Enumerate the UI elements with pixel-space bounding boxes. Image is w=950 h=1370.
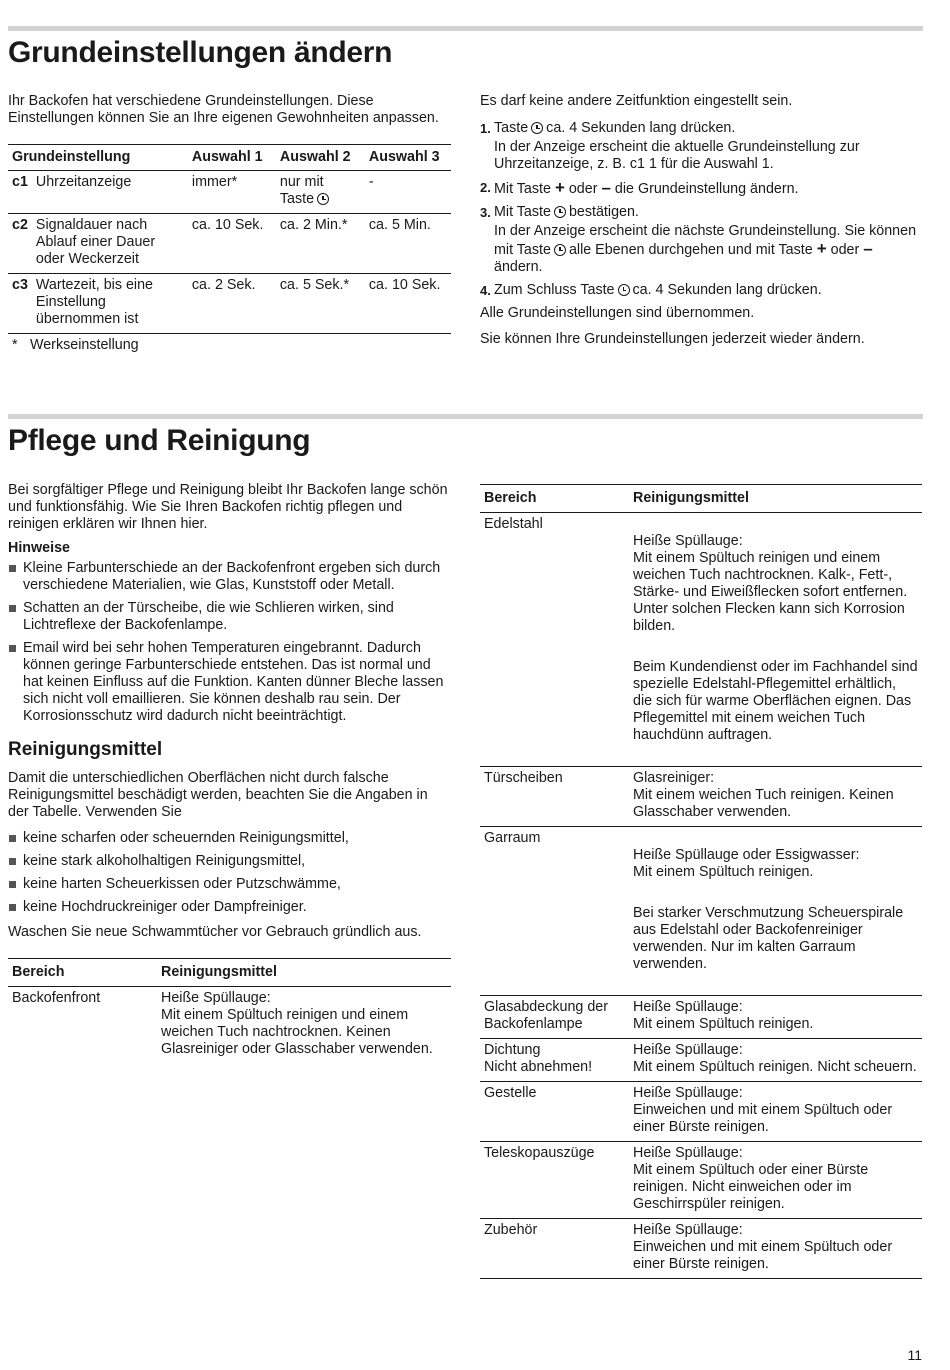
table-header-row [8,145,451,171]
agent-cell [629,1039,922,1082]
table-header-row [480,485,922,513]
agent-text: Beim Kundendienst oder im Fachhandel sind spezielle Edelstahl-Pflegemittel erhältlich, die sich für warme Oberflächen eignen. Das Pflegemittel mit einem weichen Tuch hauchdünn auftragen. [633,659,918,743]
step-text: Mit Taste [494,204,551,220]
table-row [8,214,451,274]
clock-icon [618,284,630,296]
area-cell: Teleskopauszüge [480,1142,629,1219]
agent-text: Heiße Spüllauge: Mit einem Spültuch reinigen. [633,999,814,1032]
sponge-note: Waschen Sie neue Schwammtücher vor Gebrauch gründlich aus. [8,924,422,940]
agent-cell [629,996,922,1039]
agent-text: Heiße Spüllauge: Einweichen und mit einem Spültuch oder einer Bürste reinigen. [633,1085,893,1135]
section-title-grundeinstellungen: Grundeinstellungen ändern [8,36,393,69]
list-item: Email wird bei sehr hohen Temperaturen eingebrannt. Dadurch können geringe Farbunterschiede entstehen. Das ist normal und hat keinen Einfluss auf die Funktion. Kanten dünner Bleche lassen sich nicht voll emaillieren. Sie können deshalb rau sein. Der Korrosionsschutz wird dadurch nicht beeinträchtigt. [8,640,451,725]
right-column-steps [480,93,923,357]
area-cell: Zubehör [480,1219,629,1279]
hints-heading: Hinweise [8,540,70,556]
step-item [480,120,923,173]
clock-icon [317,193,329,205]
option-3: - [368,174,374,190]
intro-text: Bei sorgfältiger Pflege und Reinigung bleibt Ihr Backofen lange schön und funktionsfähig. Wie Sie Ihren Backofen richtig pflegen und reinigen erklären wir Ihnen hier. [8,482,448,532]
table-row [480,1219,922,1279]
cleaning-intro: Damit die unterschiedlichen Oberflächen nicht durch falsche Reinigungsmittel beschädigt werden, beachten Sie die Angaben in der Tabelle. Verwenden Sie [8,770,428,820]
table-row [480,767,922,827]
intro-text: Ihr Backofen hat verschiedene Grundeinstellungen. Diese Einstellungen können Sie an Ihre eigenen Gewohnheiten anpassen. [8,93,439,126]
step-item [480,204,923,276]
list-item: Kleine Farbunterschiede an der Backofenfront ergeben sich durch verschiedene Materialien, wie Glas, Kunststoff oder Metall. [8,560,451,594]
area-cell: Glasabdeckung der Backofenlampe [480,996,629,1039]
step-text: oder [568,181,598,197]
setting-name: Signaldauer nach Ablauf einer Dauer oder Weckerzeit [32,214,188,274]
prerequisite-text: Es darf keine andere Zeitfunktion eingestellt sein. [480,93,793,109]
option-1: ca. 10 Sek. [188,214,276,274]
agent-text: Heiße Spüllauge: Einweichen und mit einem Spültuch oder einer Bürste reinigen. [633,1222,893,1272]
clock-icon [554,206,566,218]
area-cell: Edelstahl [484,516,543,532]
option-2 [276,171,365,214]
table-row [480,1082,922,1142]
step-result-text: In der Anzeige erscheint die nächste Grundeinstellung. Sie können mit Taste [494,223,917,258]
column-header: Bereich [480,485,629,513]
option-2-text: nur mit Taste [279,174,324,207]
area-cell: Dichtung Nicht abnehmen! [480,1039,629,1082]
table-row [480,1142,922,1219]
donts-list [8,830,451,916]
left-column-care [8,482,451,1063]
column-header: Reinigungsmittel [157,959,451,987]
step-text: die Grundeinstellung ändern. [614,181,799,197]
agent-text: Heiße Spüllauge: Mit einem Spültuch reinigen und einem weichen Tuch nachtrocknen. Kalk-, Fett-, Stärke- und Eiweißflecken sofort entfernen. Unter solchen Flecken kann sich Korrosion bilden. [633,533,908,634]
subheading-reinigungsmittel: Reinigungsmittel [8,739,163,760]
option-3: ca. 5 Min. [365,214,451,274]
clock-icon [554,244,566,256]
step-result: In der Anzeige erscheint die aktuelle Grundeinstellung zur Uhrzeitanzeige, z. B. c1 1 für die Auswahl 1. [494,139,860,172]
list-item: keine Hochdruckreiniger oder Dampfreiniger. [8,899,451,916]
option-2: ca. 2 Min.* [276,214,365,274]
agent-text: Glasreiniger: Mit einem weichen Tuch reinigen. Keinen Glasschaber verwenden. [633,770,894,820]
column-header: Bereich [8,959,157,987]
section-divider [8,26,923,31]
cleaning-table-right [480,484,922,1279]
setting-name: Wartezeit, bis eine Einstellung übernommen ist [32,274,188,334]
agent-text: Heiße Spüllauge: Mit einem Spültuch reinigen. Nicht scheuern. [633,1042,917,1075]
step-text: Mit Taste [494,181,551,197]
result-text: Alle Grundeinstellungen sind übernommen. [480,305,755,321]
step-text: bestätigen. [568,204,639,220]
column-header: Auswahl 1 [188,145,276,171]
table-header-row [8,959,451,987]
table-row [480,996,922,1039]
footnote-mark: * [12,337,18,353]
step-number: 1. [480,121,491,136]
agent-cell [629,1219,922,1279]
minus-icon: – [601,178,611,197]
list-item: keine scharfen oder scheuernden Reinigungsmittel, [8,830,451,847]
hints-list [8,560,451,725]
section-divider [8,414,923,419]
step-result-text: ändern. [494,259,543,275]
right-column-cleaning-table [480,484,922,1279]
agent-cell [629,1082,922,1142]
column-header: Auswahl 2 [276,145,365,171]
table-row [480,827,922,996]
list-item: keine stark alkoholhaltigen Reinigungsmittel, [8,853,451,870]
agent-cell [629,767,922,827]
section-title-pflege: Pflege und Reinigung [8,424,311,457]
step-text: ca. 4 Sekunden lang drücken. [632,282,822,298]
step-item [480,282,923,299]
column-header: Reinigungsmittel [629,485,922,513]
setting-name: Uhrzeitanzeige [35,174,132,190]
option-2: ca. 5 Sek.* [276,274,365,334]
minus-icon: – [863,239,873,258]
setting-code: c2 [8,214,32,274]
step-item [480,179,923,198]
left-column-settings [8,93,451,354]
area-cell: Gestelle [480,1082,629,1142]
plus-icon: + [816,239,827,258]
option-1: ca. 2 Sek. [188,274,276,334]
column-header: Grundeinstellung [8,145,188,171]
page-number: 11 [907,1347,922,1363]
setting-code: c3 [8,274,32,334]
agent-text: Heiße Spüllauge: Mit einem Spültuch reinigen und einem weichen Tuch nachtrocknen. Keinen Glasreiniger oder Glasschaber verwenden. [161,990,433,1057]
agent-cell [157,987,451,1064]
settings-table [8,144,451,334]
step-number: 2. [480,180,491,195]
step-number: 3. [480,205,491,220]
table-row [8,274,451,334]
table-row [480,513,922,767]
agent-cell [629,1142,922,1219]
step-text: Taste [494,120,529,136]
step-result [494,223,923,276]
list-item: keine harten Scheuerkissen oder Putzschwämme, [8,876,451,893]
step-text: Zum Schluss Taste [494,282,615,298]
cleaning-table-left [8,958,451,1063]
table-row [8,987,451,1064]
plus-icon: + [554,178,565,197]
agent-cell [629,827,922,996]
note-text: Sie können Ihre Grundeinstellungen jederzeit wieder ändern. [480,331,865,347]
setting-code: c1 [12,174,28,190]
table-row [480,1039,922,1082]
agent-text: Heiße Spüllauge: Mit einem Spültuch oder einer Bürste reinigen. Nicht einweichen oder im Geschirrspüler reinigen. [633,1145,869,1212]
column-header: Auswahl 3 [365,145,451,171]
option-3: ca. 10 Sek. [365,274,451,334]
option-1: immer* [191,174,238,190]
steps-list [480,120,923,299]
area-cell: Türscheiben [480,767,629,827]
step-text: ca. 4 Sekunden lang drücken. [546,120,736,136]
clock-icon [531,122,543,134]
agent-text: Heiße Spüllauge oder Essigwasser: Mit einem Spültuch reinigen. [633,847,860,880]
area-cell: Backofenfront [12,990,101,1006]
area-cell: Garraum [480,827,629,996]
step-result-text: alle Ebenen durchgehen und mit Taste [568,242,813,258]
list-item: Schatten an der Türscheibe, die wie Schlieren wirken, sind Lichtreflexe der Backofenlampe. [8,600,451,634]
step-result-text: oder [830,242,860,258]
agent-cell [629,513,922,767]
table-footnote [8,337,451,354]
footnote-text: Werkseinstellung [30,337,139,353]
table-row [8,171,451,214]
step-number: 4. [480,283,491,298]
agent-text: Bei starker Verschmutzung Scheuerspirale aus Edelstahl oder Backofenreiniger verwenden. Nur im kalten Garraum verwenden. [633,905,904,972]
